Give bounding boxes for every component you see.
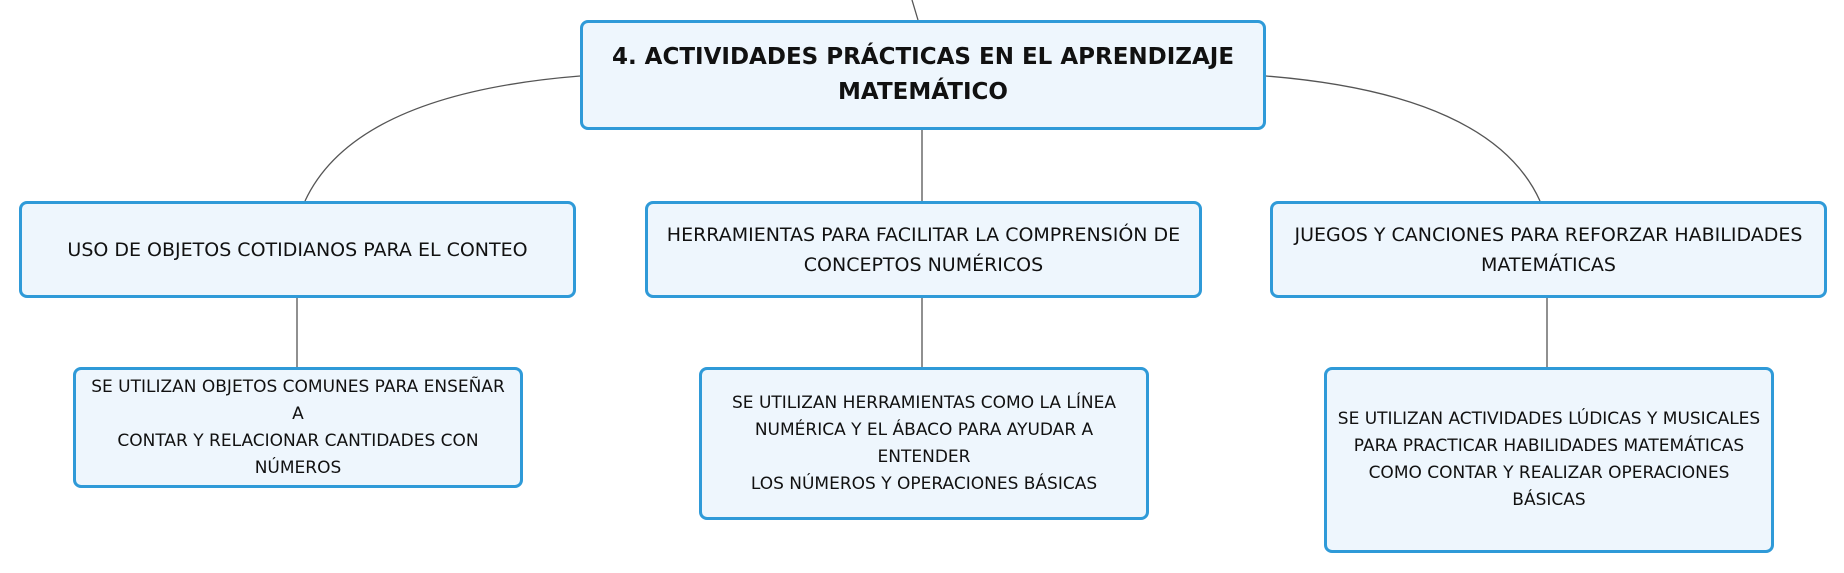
- leaf-node-linea-numerica-abaco[interactable]: [699, 367, 1149, 520]
- branch-line: JUEGOS Y CANCIONES PARA REFORZAR HABILIDADES: [1294, 223, 1803, 246]
- leaf-text: [86, 374, 510, 482]
- branch-line: HERRAMIENTAS PARA FACILITAR LA COMPRENSIÓN DE: [666, 223, 1181, 246]
- root-topic-text: [612, 40, 1234, 110]
- branch-node-juegos-canciones[interactable]: [1270, 201, 1827, 298]
- root-topic-line: MATEMÁTICO: [838, 79, 1008, 105]
- root-topic-node[interactable]: [580, 20, 1266, 130]
- branch-node-objetos-cotidianos[interactable]: [19, 201, 576, 298]
- connector-from-parent: [912, 0, 918, 20]
- branch-line: CONCEPTOS NUMÉRICOS: [803, 253, 1044, 276]
- leaf-line: SE UTILIZAN HERRAMIENTAS COMO LA LÍNEA: [732, 392, 1116, 413]
- branch-text: [67, 235, 527, 265]
- leaf-text: [1337, 406, 1761, 514]
- root-topic-line: 4. ACTIVIDADES PRÁCTICAS EN EL APRENDIZAJE: [611, 44, 1235, 70]
- leaf-line: NÚMEROS: [254, 457, 342, 478]
- connector-root-to-branch-3: [1266, 76, 1540, 201]
- branch-node-herramientas[interactable]: [645, 201, 1202, 298]
- connector-root-to-branch-1: [305, 76, 580, 201]
- branch-text: [1295, 220, 1803, 280]
- leaf-node-actividades-ludicas[interactable]: [1324, 367, 1774, 553]
- leaf-text: [712, 390, 1136, 498]
- branch-line: USO DE OBJETOS COTIDIANOS PARA EL CONTEO: [67, 238, 528, 261]
- leaf-node-objetos-comunes[interactable]: [73, 367, 523, 488]
- branch-text: [667, 220, 1180, 280]
- leaf-line: NUMÉRICA Y EL ÁBACO PARA AYUDAR A ENTENDER: [754, 419, 1094, 467]
- leaf-line: LOS NÚMEROS Y OPERACIONES BÁSICAS: [750, 473, 1098, 494]
- leaf-line: COMO CONTAR Y REALIZAR OPERACIONES BÁSICAS: [1368, 463, 1730, 510]
- branch-line: MATEMÁTICAS: [1481, 253, 1616, 276]
- leaf-line: PARA PRACTICAR HABILIDADES MATEMÁTICAS: [1353, 436, 1745, 456]
- leaf-line: CONTAR Y RELACIONAR CANTIDADES CON: [117, 430, 479, 451]
- leaf-line: SE UTILIZAN OBJETOS COMUNES PARA ENSEÑAR A: [91, 376, 505, 424]
- leaf-line: SE UTILIZAN ACTIVIDADES LÚDICAS Y MUSICALES: [1337, 409, 1761, 429]
